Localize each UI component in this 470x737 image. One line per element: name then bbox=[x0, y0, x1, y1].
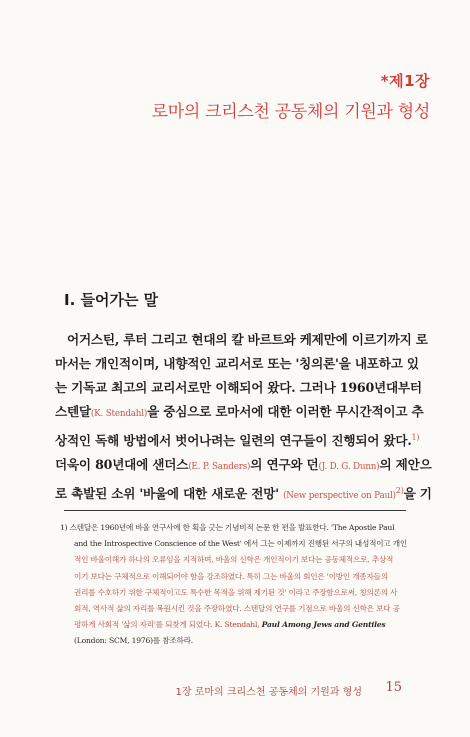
body-text-span: 상적인 독해 방법에서 벗어나려는 일련의 연구들이 진행되어 왔다. bbox=[55, 433, 412, 449]
footnote-line: 이기 보다는 구체적으로 이해되어야 함을 강조하였다. 특히 그는 바울의 회인은 '이방인 개종자들의 bbox=[74, 571, 388, 581]
body-line bbox=[55, 328, 428, 352]
body-line bbox=[55, 376, 422, 400]
body-text-span: 어거스틴, 루터 그리고 현대의 칼 바르트와 케제만에 이르기까지 로 bbox=[67, 332, 428, 347]
footnote-divider bbox=[64, 510, 406, 511]
chapter-label: *제1장 bbox=[380, 72, 430, 90]
latin-name: (K. Stendahl) bbox=[90, 409, 148, 419]
body-text-span: 로 촉발된 소위 '바울에 대한 새로운 전망' bbox=[55, 486, 279, 502]
latin-term: (New perspective on Paul) bbox=[283, 491, 396, 502]
body-line bbox=[55, 426, 420, 453]
page-number: 15 bbox=[385, 680, 402, 695]
footnote-ref[interactable]: 2) bbox=[395, 486, 404, 496]
footnote-line bbox=[60, 617, 418, 633]
footnote-line: (London: SCM, 1976)를 참조하라. bbox=[74, 636, 193, 646]
body-line bbox=[55, 400, 424, 426]
footnote-text: 평하게 사회적 '삶의 자리'를 되찾게 되었다. K. Stendahl, bbox=[74, 620, 260, 630]
footnote bbox=[60, 520, 418, 650]
body-text-span: 더욱이 80년대에 샌더스 bbox=[55, 457, 189, 473]
body-text-span: 의 제안으 bbox=[379, 457, 432, 473]
body-paragraph bbox=[55, 328, 432, 508]
footnote-line: and the Introspective Conscience of the West' 에서 그는 이제까지 진행된 서구의 내성적이고 개인 bbox=[74, 539, 407, 549]
footnote-ref[interactable]: 1) bbox=[411, 433, 420, 442]
body-text-span: 스텐달 bbox=[55, 404, 91, 419]
latin-name: (E. P. Sanders) bbox=[188, 462, 251, 473]
body-line bbox=[55, 479, 432, 508]
footnote-line: 1) 스텐달은 1960년에 바울 연구사에 한 획을 긋는 기념비적 논문 한 편을 발표한다. 'The Apostle Paul bbox=[60, 523, 395, 532]
section-heading: I. 들어가는 말 bbox=[64, 291, 159, 309]
footnote-line: 적인 바울이해가 하나의 오류임을 지적하며, 바울의 신학은 개인적이기 보다는 공동체적으로, 추상적 bbox=[74, 555, 394, 565]
footnote-line: 권리를 수호하기 위한 구체적이고도 특수한 목적을 위해 제기된 것' 이라고 주장함으로써, 칭의론의 사 bbox=[74, 587, 398, 597]
body-line bbox=[55, 352, 417, 376]
running-footer: 1장 로마의 크리스천 공동체의 기원과 형성 bbox=[175, 687, 362, 698]
latin-name: (J. D. G. Dunn) bbox=[318, 462, 380, 473]
book-title: Paul Among Jews and Gentiles bbox=[261, 620, 386, 630]
body-line bbox=[55, 453, 432, 479]
chapter-title: 로마의 크리스천 공동체의 기원과 형성 bbox=[151, 102, 430, 122]
body-text-span: 마서는 개인적이며, 내향적인 교리서로 또는 '칭의론'을 내포하고 있 bbox=[55, 356, 419, 371]
body-text-span: 을 기 bbox=[403, 486, 432, 502]
footnote-line: 회적, 역사적 삶의 자리를 복원시킨 것을 주장하였다. 스텐달의 연구를 기점으로 바울의 신학은 보다 공 bbox=[74, 604, 400, 614]
body-text-span: 는 기독교 최고의 교리서로만 이해되어 왔다. 그러나 1960년대부터 bbox=[55, 380, 422, 395]
body-text-span: 을 중심으로 로마서에 대한 이러한 무시간적이고 추 bbox=[147, 404, 424, 419]
body-text-span: 의 연구와 던 bbox=[250, 457, 319, 473]
